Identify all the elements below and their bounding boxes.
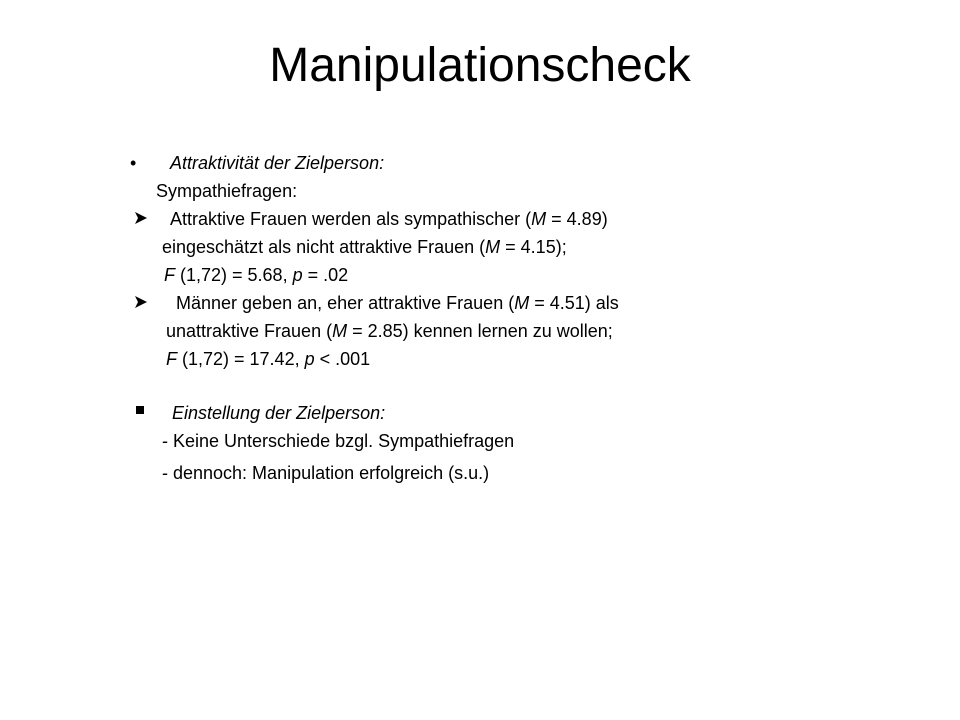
point1-line1: Attraktive Frauen werden als sympathischer (M = 4.89)	[170, 209, 608, 229]
dot-bullet: •	[130, 153, 137, 173]
square-bullet-icon	[136, 406, 144, 414]
section2-heading: Einstellung der Zielperson:	[172, 403, 386, 423]
arrow-bullet-icon	[134, 295, 148, 309]
section1-subheading: Sympathiefragen:	[156, 181, 298, 201]
arrow-bullet-icon	[134, 211, 148, 225]
slide-title: Manipulationscheck	[269, 39, 691, 92]
point1-stats: F (1,72) = 5.68, p = .02	[164, 265, 349, 285]
point2-stats: F (1,72) = 17.42, p < .001	[166, 349, 371, 369]
point2-line1: Männer geben an, eher attraktive Frauen (M = 4.51) als	[176, 293, 619, 313]
section2-line2: - dennoch: Manipulation erfolgreich (s.u.)	[162, 463, 490, 483]
section2-line1: - Keine Unterschiede bzgl. Sympathiefragen	[162, 431, 515, 451]
point2-line2: unattraktive Frauen (M = 2.85) kennen lernen zu wollen;	[166, 321, 613, 341]
section1-heading: Attraktivität der Zielperson:	[170, 153, 385, 173]
point1-line2: eingeschätzt als nicht attraktive Frauen (M = 4.15);	[162, 237, 567, 257]
